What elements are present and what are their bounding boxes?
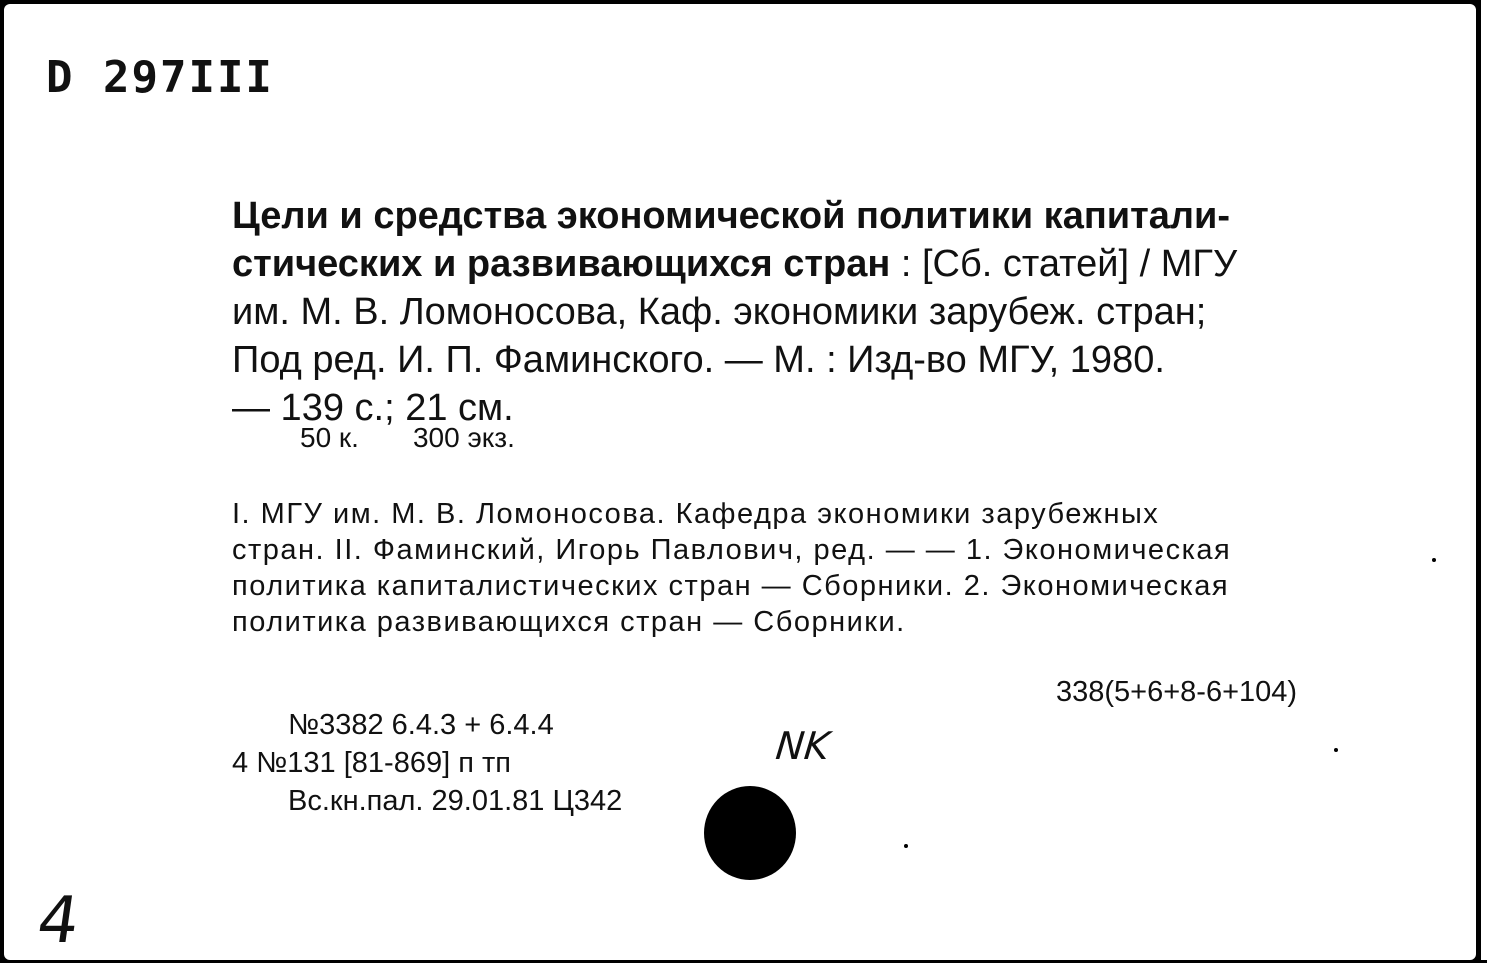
- catalog-card: [4, 4, 1476, 960]
- bibliographic-title: [232, 192, 1412, 432]
- card-edge-bottom: [0, 960, 1487, 968]
- handwritten-number: 4: [32, 884, 84, 958]
- handwritten-initials: NK: [773, 724, 832, 768]
- price-line: [300, 422, 515, 454]
- call-number: D 297III: [46, 52, 274, 103]
- title-line-2: стических и развивающихся стран : [Сб. статей] / МГУ: [232, 243, 1238, 285]
- tracing-line-3: политика капиталистических стран — Сборники. 2. Экономическая: [232, 570, 1230, 602]
- meta-line-1: №3382 6.4.3 + 6.4.4: [288, 709, 554, 741]
- title-line-5: — 139 с.; 21 см.: [232, 387, 514, 429]
- meta-line-3: Вс.кн.пал. 29.01.81 Ц342: [288, 785, 623, 817]
- tracing-line-4: политика развивающихся стран — Сборники.: [232, 606, 906, 638]
- copies: 300 экз.: [412, 422, 515, 453]
- card-edge-right: [1478, 0, 1487, 968]
- title-line-4: Под ред. И. П. Фаминского. — М. : Изд-во МГУ, 1980.: [232, 339, 1165, 381]
- ink-speck: [1334, 748, 1338, 752]
- subject-tracings: [232, 496, 1406, 640]
- title-line-1: Цели и средства экономической политики капитали-: [232, 195, 1231, 237]
- ink-speck: [1432, 558, 1436, 562]
- title-line-3: им. М. В. Ломоносова, Каф. экономики зарубеж. стран;: [232, 291, 1207, 333]
- meta-line-2: 4 №131 [81-869] п тп: [232, 747, 511, 779]
- tracing-line-1: I. МГУ им. М. В. Ломоносова. Кафедра экономики зарубежных: [232, 498, 1160, 530]
- tracing-line-2: стран. II. Фаминский, Игорь Павлович, ред. — — 1. Экономическая: [232, 534, 1232, 566]
- classification-number: 338(5+6+8-6+104): [1056, 676, 1298, 708]
- price: 50 к.: [300, 422, 359, 453]
- technical-notes: [232, 706, 622, 820]
- ink-speck: [904, 844, 908, 848]
- ink-blot: [704, 786, 796, 880]
